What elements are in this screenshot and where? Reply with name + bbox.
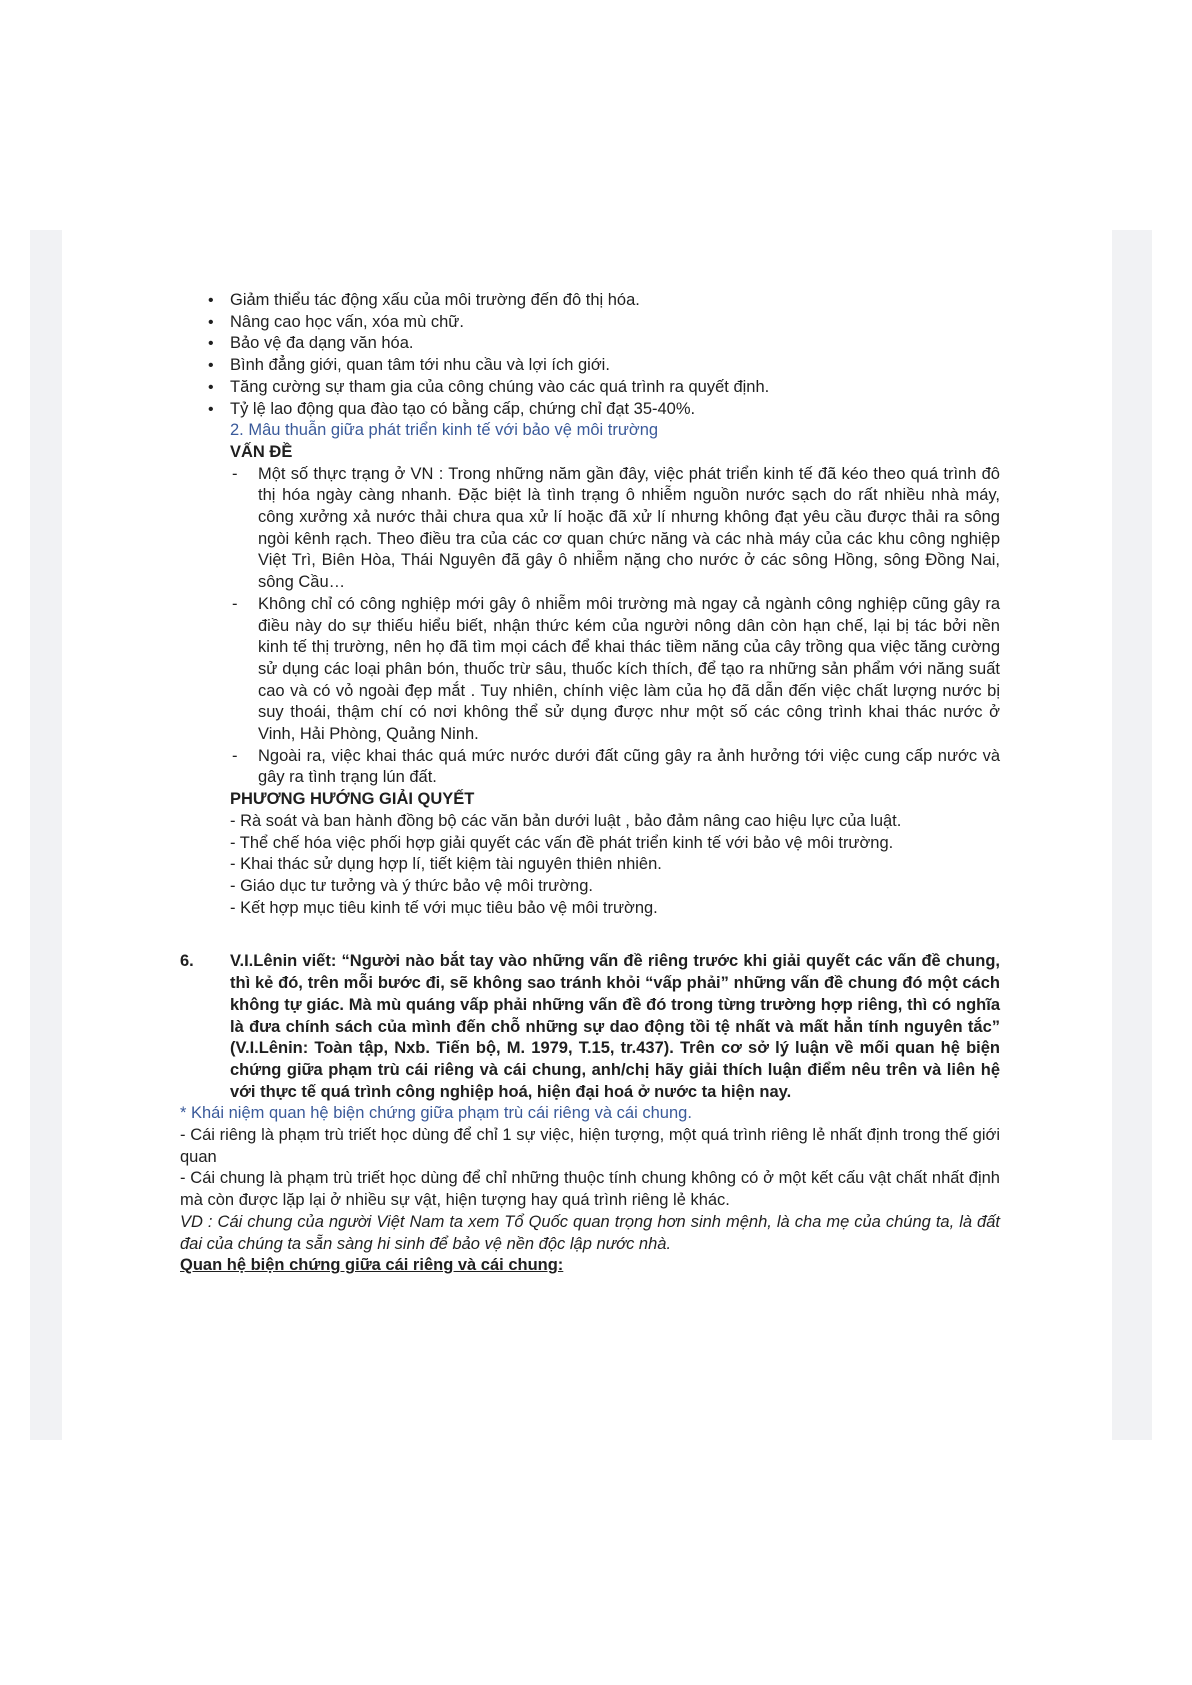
right-margin-shadow	[1112, 230, 1152, 1440]
bullet-list	[180, 290, 1000, 420]
phuong-huong-item: - Thể chế hóa việc phối hợp giải quyết các vấn đề phát triển kinh tế với bảo vệ môi trường.	[230, 833, 894, 852]
concept-item: - Cái riêng là phạm trù triết học dùng để chỉ 1 sự việc, hiện tượng, một quá trình riêng lẻ nhất định trong thế giới quan	[180, 1126, 1000, 1166]
bullet-item: • Giảm thiểu tác động xấu của môi trường đến đô thị hóa.	[180, 290, 1000, 312]
bullet-item: • Bảo vệ đa dạng văn hóa.	[180, 333, 1000, 355]
van-de-item: - Một số thực trạng ở VN : Trong những năm gần đây, việc phát triển kinh tế đã kéo theo quá trình đô thị hóa ngày càng nhanh. Đặc biệt là tình trạng ô nhiễm nguồn nước sạch do rất nhiều nhà máy, công xưởng xả nước thải chưa qua xử lí hoặc đã xử lí nhưng không đạt yêu cầu được thải ra sông ngòi kênh rạch. Theo điều tra của các cơ quan chức năng và các nhà máy của các khu công nghiệp Việt Trì, Biên Hòa, Thái Nguyên đã gây ô nhiễm nặng cho nước ở các sông Hồng, sông Đồng Nai, sông Cầu…	[180, 464, 1000, 594]
phuong-huong-item: - Kết hợp mục tiêu kinh tế với mục tiêu bảo vệ môi trường.	[230, 898, 658, 917]
phuong-huong-item: - Rà soát và ban hành đồng bộ các văn bản dưới luật , bảo đảm nâng cao hiệu lực của luật.	[230, 811, 902, 830]
phuong-huong-item: - Giáo dục tư tưởng và ý thức bảo vệ môi trường.	[230, 876, 593, 895]
concept-heading: * Khái niệm quan hệ biện chứng giữa phạm trù cái riêng và cái chung.	[180, 1104, 692, 1123]
document-page	[180, 290, 1000, 1277]
example-text: VD : Cái chung của người Việt Nam ta xem Tổ Quốc quan trọng hơn sinh mệnh, là cha mẹ của chúng ta, là đất đai của chúng ta sẵn sàng hi sinh để bảo vệ nền độc lập nước nhà.	[180, 1212, 1000, 1253]
left-margin-shadow	[30, 230, 62, 1440]
relation-heading: Quan hệ biện chứng giữa cái riêng và cái chung:	[180, 1256, 564, 1275]
bullet-item: • Tỷ lệ lao động qua đào tạo có bằng cấp, chứng chỉ đạt 35-40%.	[180, 399, 1000, 421]
question-number: 6.	[180, 952, 194, 971]
phuong-huong-heading: PHƯƠNG HƯỚNG GIẢI QUYẾT	[230, 790, 475, 809]
van-de-list	[180, 464, 1000, 790]
section-2-heading: 2. Mâu thuẫn giữa phát triển kinh tế với bảo vệ môi trường	[230, 421, 659, 440]
bullet-item: • Bình đẳng giới, quan tâm tới nhu cầu và lợi ích giới.	[180, 355, 1000, 377]
van-de-item: - Không chỉ có công nghiệp mới gây ô nhiễm môi trường mà ngay cả ngành công nghiệp cũng gây ra điều này do sự thiếu hiểu biết, nhận thức kém của người nông dân còn hạn chế, lại bị tác bởi nền kinh tế thị trường, nên họ đã tìm mọi cách để khai thác tiềm năng của cây trồng qua việc tăng cường sử dụng các loại phân bón, thuốc trừ sâu, thuốc kích thích, để tạo ra những sản phẩm với năng suất cao và có vỏ ngoài đẹp mắt . Tuy nhiên, chính việc làm của họ đã dẫn đến việc chất lượng nước bị suy thoái, thậm chí có nơi không thể sử dụng được như một số các công trình khai thác nước ở Vinh, Hải Phòng, Quảng Ninh.	[180, 594, 1000, 746]
van-de-item: - Ngoài ra, việc khai thác quá mức nước dưới đất cũng gây ra ảnh hưởng tới việc cung cấp nước và gây ra tình trạng lún đất.	[180, 746, 1000, 789]
phuong-huong-item: - Khai thác sử dụng hợp lí, tiết kiệm tài nguyên thiên nhiên.	[230, 855, 662, 874]
question-6	[180, 951, 1000, 1103]
van-de-heading: VẤN ĐỀ	[230, 442, 293, 461]
concept-item: - Cái chung là phạm trù triết học dùng để chỉ những thuộc tính chung không có ở một kết cấu vật chất nhất định mà còn được lặp lại ở nhiều sự vật, hiện tượng hay quá trình riêng lẻ khác.	[180, 1169, 1000, 1210]
question-text: V.I.Lênin viết: “Người nào bắt tay vào những vấn đề riêng trước khi giải quyết các vấn đề chung, thì kẻ đó, trên mỗi bước đi, sẽ không sao tránh khỏi “vấp phải” những vấn đề chung đó một cách không tự giác. Mà mù quáng vấp phải những vấn đề đó trong từng trường hợp riêng, thì có nghĩa là đưa chính sách của mình đến chỗ những sự dao động tồi tệ nhất và mất hẳn tính nguyên tắc” (V.I.Lênin: Toàn tập, Nxb. Tiến bộ, M. 1979, T.15, tr.437). Trên cơ sở lý luận về mối quan hệ biện chứng giữa phạm trù cái riêng và cái chung, anh/chị hãy giải thích luận điểm nêu trên và liên hệ với thực tế quá trình công nghiệp hoá, hiện đại hoá ở nước ta hiện nay.	[230, 952, 1000, 1101]
bullet-item: • Tăng cường sự tham gia của công chúng vào các quá trình ra quyết định.	[180, 377, 1000, 399]
bullet-item: • Nâng cao học vấn, xóa mù chữ.	[180, 312, 1000, 334]
